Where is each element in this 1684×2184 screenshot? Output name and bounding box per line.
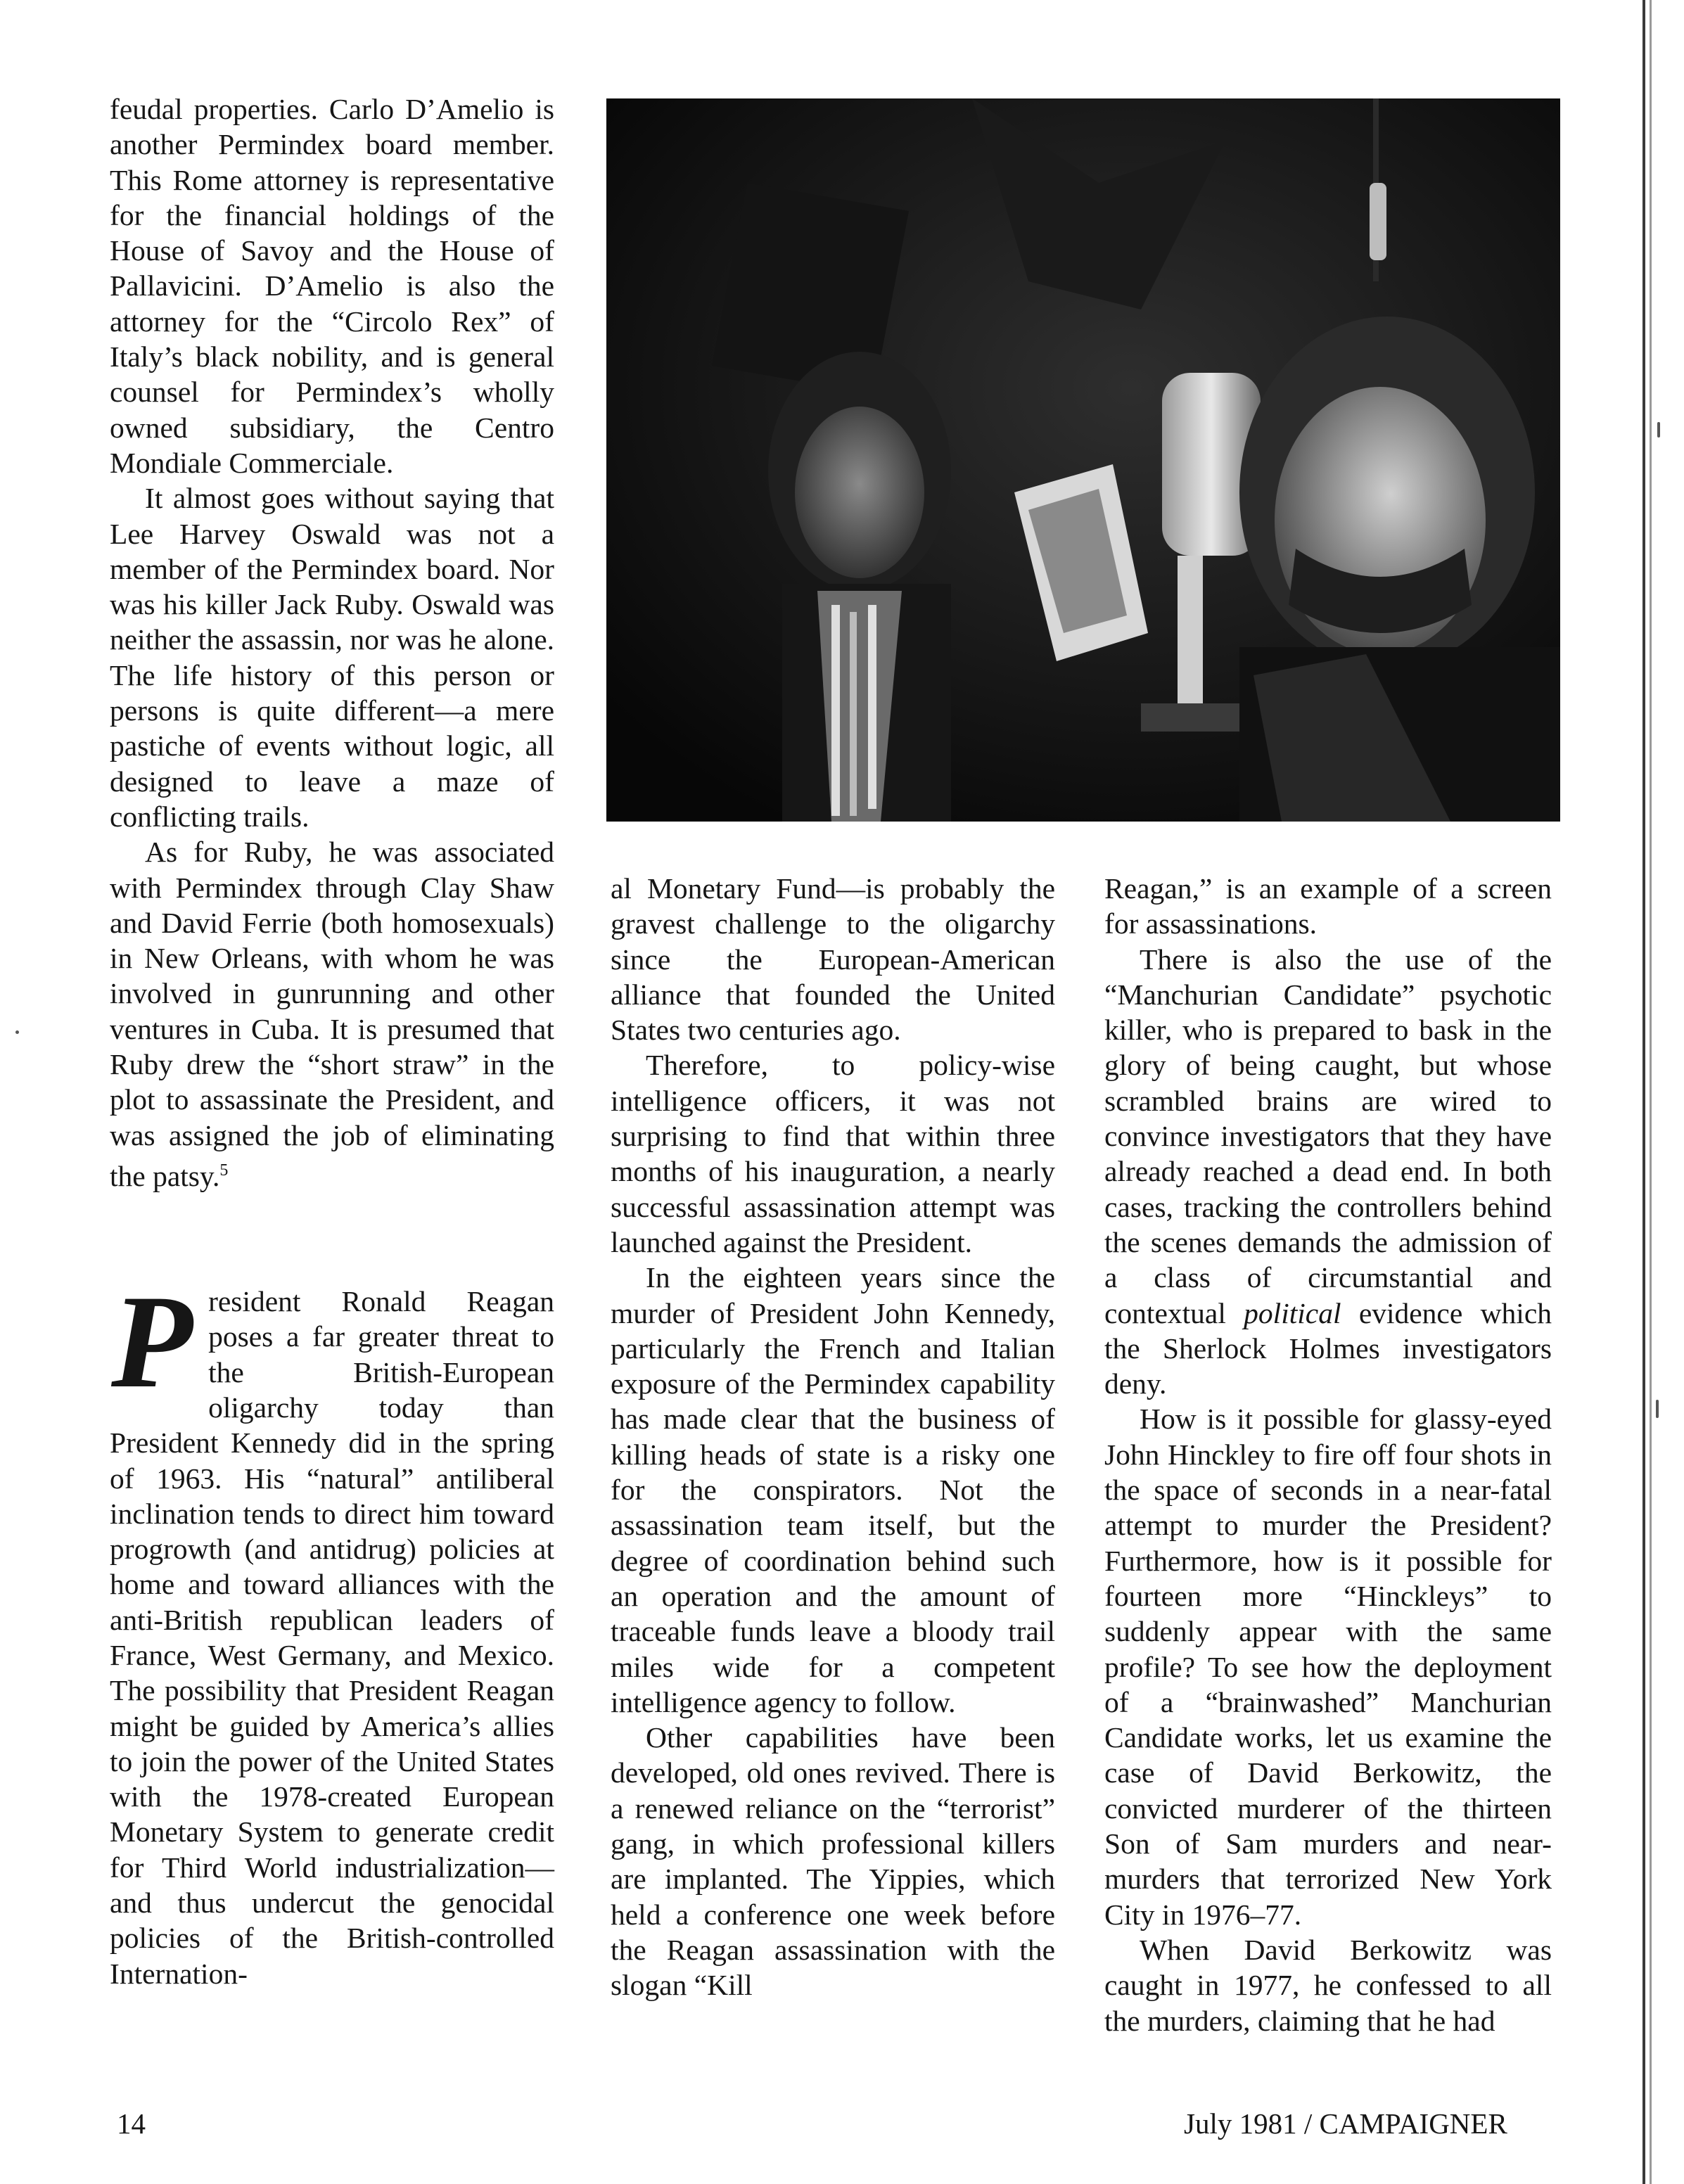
page-edge-line bbox=[1642, 0, 1645, 2184]
paragraph: Reagan,” is an example of a screen for assassinations. bbox=[1104, 872, 1552, 940]
photograph bbox=[606, 98, 1560, 822]
stray-mark bbox=[15, 1030, 19, 1034]
paragraph bbox=[1104, 942, 1552, 1402]
paragraph: When David Berkowitz was caught in 1977, he confessed to all the murders, claiming that he had bbox=[1104, 1933, 1552, 2037]
stray-mark bbox=[1656, 1400, 1659, 1418]
paragraph-text: resident Ronald Reagan poses a far greater threat to the British-European oligarchy today than President Kennedy did in the spring of 1963. His “natural” antiliberal inclination tends to direct him toward progrowth (and antidrug) policies at home and toward alliances with the anti-British republican leaders of France, West Germany, and Mexico. The possibility that President Reagan might be guided by America’s allies to join the power of the United States with the 1978-created European Monetary System to generate credit for Third World industrialization—and thus undercut the genocidal policies of the British-controlled Internation- bbox=[110, 1285, 554, 1990]
paragraph: feudal properties. Carlo D’Amelio is another Permindex board member. This Rome attorney is representative for the financial holdings of the House of Savoy and the House of Pallavicini. D’Amelio is also the attorney for the “Circolo Rex” of Italy’s black nobility, and is general counsel for Permindex’s wholly owned subsidiary, the Centro Mondiale Commerciale. bbox=[110, 93, 554, 479]
paragraph: Other capabilities have been developed, old ones revived. There is a renewed reliance on the “terrorist” gang, in which professional killers are implanted. The Yippies, which held a conference one week before the Reagan assassination with the slogan “Kill bbox=[611, 1721, 1055, 2002]
running-footer: July 1981 / CAMPAIGNER bbox=[1184, 2107, 1507, 2140]
footnote-marker: 5 bbox=[219, 1161, 229, 1180]
drop-cap: P bbox=[111, 1268, 193, 1417]
page-number: 14 bbox=[117, 2107, 146, 2140]
page-edge-shadow bbox=[1650, 0, 1652, 2184]
paragraph: How is it possible for glassy-eyed John Hinckley to fire off four shots in the space of seconds in a near-fatal attempt to murder the President? Furthermore, how is it possible for fourteen more “Hinckleys” to suddenly appear with the same profile? To see how the deployment of a “brainwashed” Manchurian Candidate works, let us examine the case of David Berkowitz, the convicted murderer of the thirteen Son of Sam murders and near-murders that terrorized New York City in 1976–77. bbox=[1104, 1403, 1552, 1931]
photograph-two-men-at-microphones bbox=[606, 98, 1560, 822]
paragraph: It almost goes without saying that Lee Harvey Oswald was not a member of the Permindex board. Nor was his killer Jack Ruby. Oswald was neither the assassin, nor was he alone. The life history of this person or persons is quite different—a mere pastiche of events without logic, all designed to leave a maze of conflicting trails. bbox=[110, 482, 554, 833]
paragraph-dropcap bbox=[110, 1268, 554, 1991]
paragraph-text: There is also the use of the “Manchurian Candidate” psychotic killer, who is prepared to bask in the glory of being caught, but whose scrambled brains are wired to convince investigators that they have already reached a dead end. In both cases, tracking the controllers behind the scenes demands the admission of a class of circumstantial and contextual bbox=[1104, 943, 1552, 1329]
italic-term: political bbox=[1244, 1296, 1341, 1329]
paragraph: In the eighteen years since the murder of President John Kennedy, particularly the French and Italian exposure of the Permindex capability has made clear that the business of killing heads of state is a risky one for the conspirators. Not the assassination team itself, but the degree of coordination behind such an operation and the amount of traceable funds leave a bloody trail miles wide for a competent intelligence agency to follow. bbox=[611, 1261, 1055, 1718]
paragraph: al Monetary Fund—is probably the gravest challenge to the oligarchy since the European-American alliance that founded the United States two centuries ago. bbox=[611, 872, 1055, 1047]
article-column-3 bbox=[1104, 871, 1552, 2038]
paragraph: Therefore, to policy-wise intelligence officers, it was not surprising to find that within three months of his inauguration, a nearly successful assassination attempt was launched against the President. bbox=[611, 1049, 1055, 1258]
article-column-1 bbox=[110, 91, 554, 1991]
paragraph-text: As for Ruby, he was associated with Permindex through Clay Shaw and David Ferrie (both homosexuals) in New Orleans, with whom he was involved in gunrunning and other ventures in Cuba. It is presumed that Ruby drew the “short straw” in the plot to assassinate the President, and was assigned the job of eliminating the patsy. bbox=[110, 836, 554, 1192]
paragraph-text: evidence which the Sherlock Holmes investigators deny. bbox=[1104, 1296, 1552, 1400]
article-column-2 bbox=[611, 871, 1055, 2003]
stray-mark bbox=[1657, 422, 1660, 438]
paragraph bbox=[110, 834, 554, 1194]
